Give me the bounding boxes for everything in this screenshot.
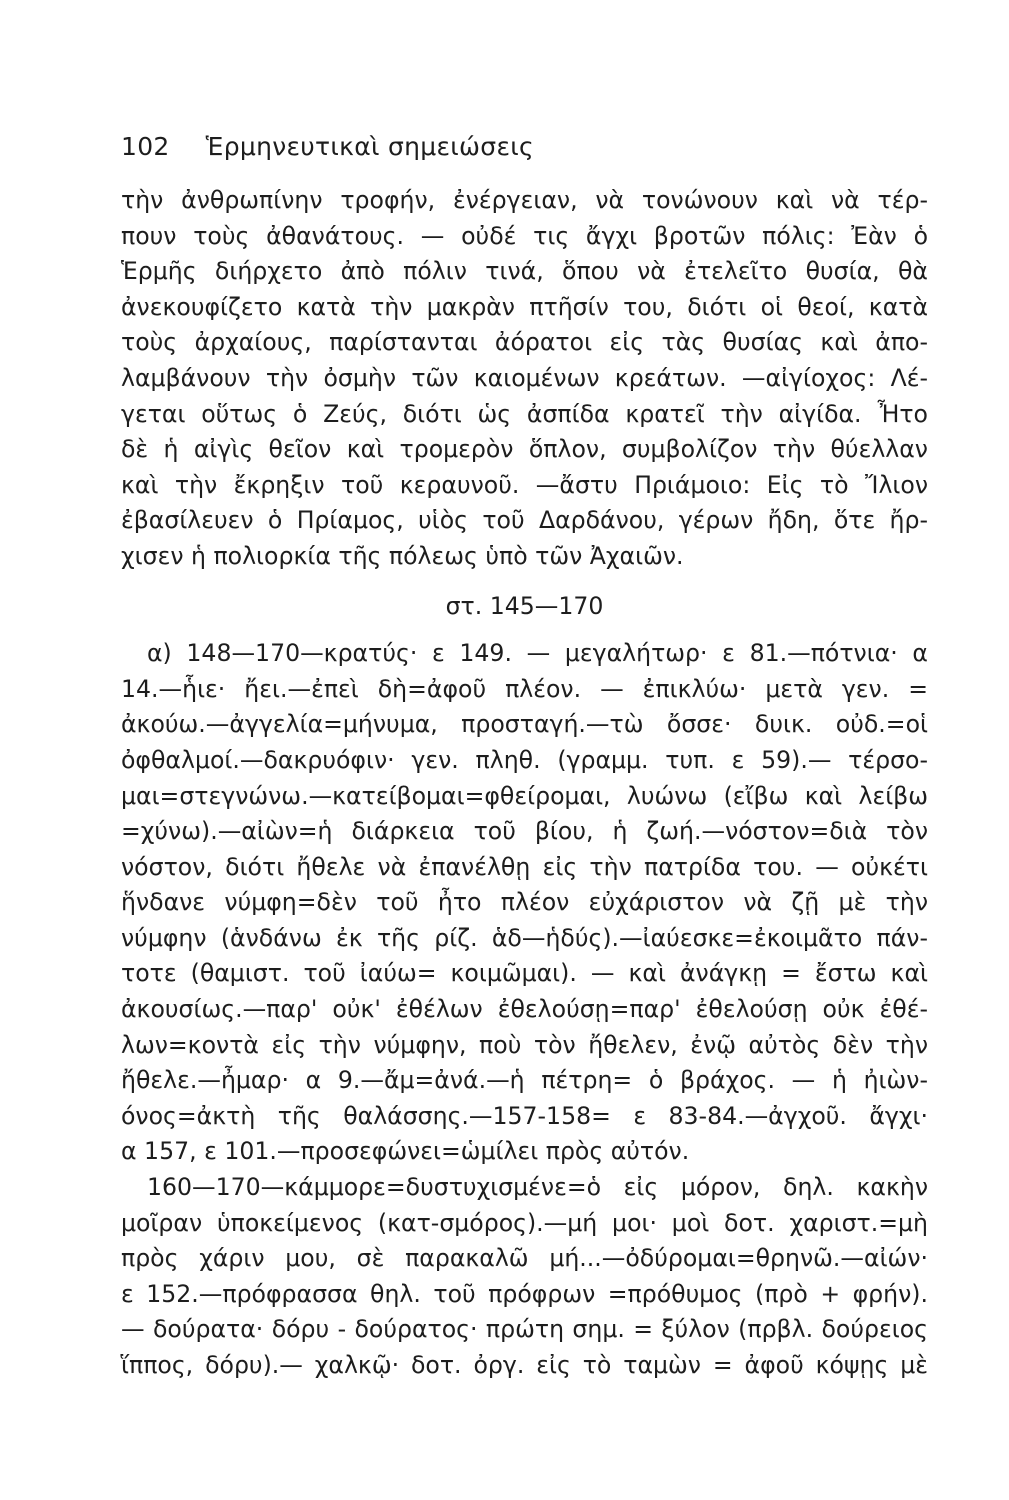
text-line: ἀνεκουφίζετο κατὰ τὴν μακρὰν πτῆσίν του, διότι οἱ θεοί, κατὰ [121, 292, 928, 321]
paragraph-3 [121, 1170, 928, 1384]
text-line: ἀκούω.—ἀγγελία=μήνυμα, προσταγή.—τὼ ὄσσε· δυικ. οὐδ.=οἱ [121, 710, 928, 739]
text-line: ε 152.—πρόφρασσα θηλ. τοῦ πρόφρων =πρόθυμος (πρὸ + φρήν). [121, 1279, 928, 1308]
text-line: α) 148—170—κρατύς· ε 149. — μεγαλήτωρ· ε 81.—πότνια· α [147, 639, 928, 668]
text-line: όνος=ἀκτὴ τῆς θαλάσσης.—157-158= ε 83-84.—ἀγχοῦ. ἄγχι· [121, 1101, 928, 1130]
text-line: ὀφθαλμοί.—δακρυόφιν· γεν. πληθ. (γραμμ. τυπ. ε 59).— τέρσο- [121, 745, 928, 774]
text-line: πρὸς χάριν μου, σὲ παρακαλῶ μή...—ὀδύρομαι=θρηνῶ.—αἰών· [121, 1244, 928, 1273]
text-line: τοτε (θαμιστ. τοῦ ἰαύω= κοιμῶμαι). — καὶ ἀνάγκῃ = ἔστω καὶ [121, 959, 928, 988]
text-line: νύμφην (ἁνδάνω ἐκ τῆς ρίζ. ἁδ—ἡδύς).—ἰαύεσκε=ἐκοιμᾶτο πάν- [121, 923, 928, 952]
running-title: Ἑρμηνευτικαὶ σημειώσεις [205, 132, 534, 161]
text-line: ἀκουσίως.—παρ' οὐκ' ἐθέλων ἐθελούσῃ=παρ' ἐθελούσῃ οὐκ ἐθέ- [121, 995, 928, 1024]
text-line: α 157, ε 101.—προσεφώνει=ὡμίλει πρὸς αὐτόν. [121, 1137, 690, 1166]
text-line: γεται οὕτως ὁ Ζεύς, διότι ὡς ἀσπίδα κρατεῖ τὴν αἰγίδα. Ἦτο [121, 399, 928, 428]
running-header [121, 132, 941, 161]
text-line: — δούρατα· δόρυ - δούρατος· πρώτη σημ. = ξύλον (πρβλ. δούρειος [121, 1315, 928, 1344]
text-line: ἤθελε.—ἦμαρ· α 9.—ἄμ=ἀνά.—ἡ πέτρη= ὁ βράχος. — ἡ ἠιὼν- [121, 1066, 928, 1095]
text-line: δὲ ἡ αἰγὶς θεῖον καὶ τρομερὸν ὅπλον, συμβολίζον τὴν θύελλαν [121, 435, 928, 464]
section-title: στ. 145—170 [445, 591, 604, 620]
text-line: λων=κοντὰ εἰς τὴν νύμφην, ποὺ τὸν ἤθελεν, ἐνῷ αὐτὸς δὲν τὴν [121, 1030, 928, 1059]
text-line: τὴν ἀνθρωπίνην τροφήν, ἐνέργειαν, νὰ τονώνουν καὶ νὰ τέρ- [121, 186, 928, 214]
text-line: ἥνδανε νύμφη=δὲν τοῦ ἦτο πλέον εὐχάριστον νὰ ζῇ μὲ τὴν [121, 888, 928, 917]
text-line: λαμβάνουν τὴν ὀσμὴν τῶν καιομένων κρεάτων. —αἰγίοχος: Λέ- [121, 363, 928, 392]
text-line: πουν τοὺς ἀθανάτους. — οὐδέ τις ἄγχι βροτῶν πόλις: Ἐὰν ὁ [121, 221, 928, 250]
text-line: τοὺς ἀρχαίους, παρίστανται ἀόρατοι εἰς τὰς θυσίας καὶ ἀπο- [121, 328, 928, 357]
text-line: 160—170—κάμμορε=δυστυχισμένε=ὁ εἰς μόρον, δηλ. κακὴν [147, 1173, 928, 1202]
text-line: 14.—ἧιε· ἤει.—ἐπεὶ δὴ=ἀφοῦ πλέον. — ἐπικλύω· μετὰ γεν. = [121, 674, 928, 703]
text-line: Ἑρμῆς διήρχετο ἀπὸ πόλιν τινά, ὅπου νὰ ἐτελεῖτο θυσία, θὰ [121, 257, 928, 286]
paragraph-1 [121, 183, 928, 575]
text-line: χισεν ἡ πολιορκία τῆς πόλεως ὑπὸ τῶν Ἀχαιῶν. [121, 541, 684, 570]
text-line: νόστον, διότι ἤθελε νὰ ἐπανέλθῃ εἰς τὴν πατρίδα του. — οὐκέτι [121, 852, 928, 881]
text-line: ἐβασίλευεν ὁ Πρίαμος, υἱὸς τοῦ Δαρδάνου, γέρων ἤδη, ὅτε ἤρ- [121, 506, 928, 535]
text-line: =χύνω).—αἰὼν=ἡ διάρκεια τοῦ βίου, ἡ ζωή.—νόστον=διὰ τὸν [121, 817, 928, 846]
page-number: 102 [121, 132, 170, 161]
commentary-text [121, 183, 928, 1384]
text-line: μοῖραν ὑποκείμενος (κατ-σμόρος).—μή μοι· μοὶ δοτ. χαριστ.=μὴ [121, 1208, 928, 1237]
text-line: μαι=στεγνώνω.—κατείβομαι=φθείρομαι, λυώνω (εἴβω καὶ λείβω [121, 781, 928, 810]
paragraph-2 [121, 636, 928, 1170]
text-line: ἵππος, δόρυ).— χαλκῷ· δοτ. ὀργ. εἰς τὸ ταμὼν = ἀφοῦ κόψῃς μὲ [121, 1351, 928, 1379]
text-line: καὶ τὴν ἔκρηξιν τοῦ κεραυνοῦ. —ἄστυ Πριάμοιο: Εἰς τὸ Ἴλιον [121, 470, 928, 499]
